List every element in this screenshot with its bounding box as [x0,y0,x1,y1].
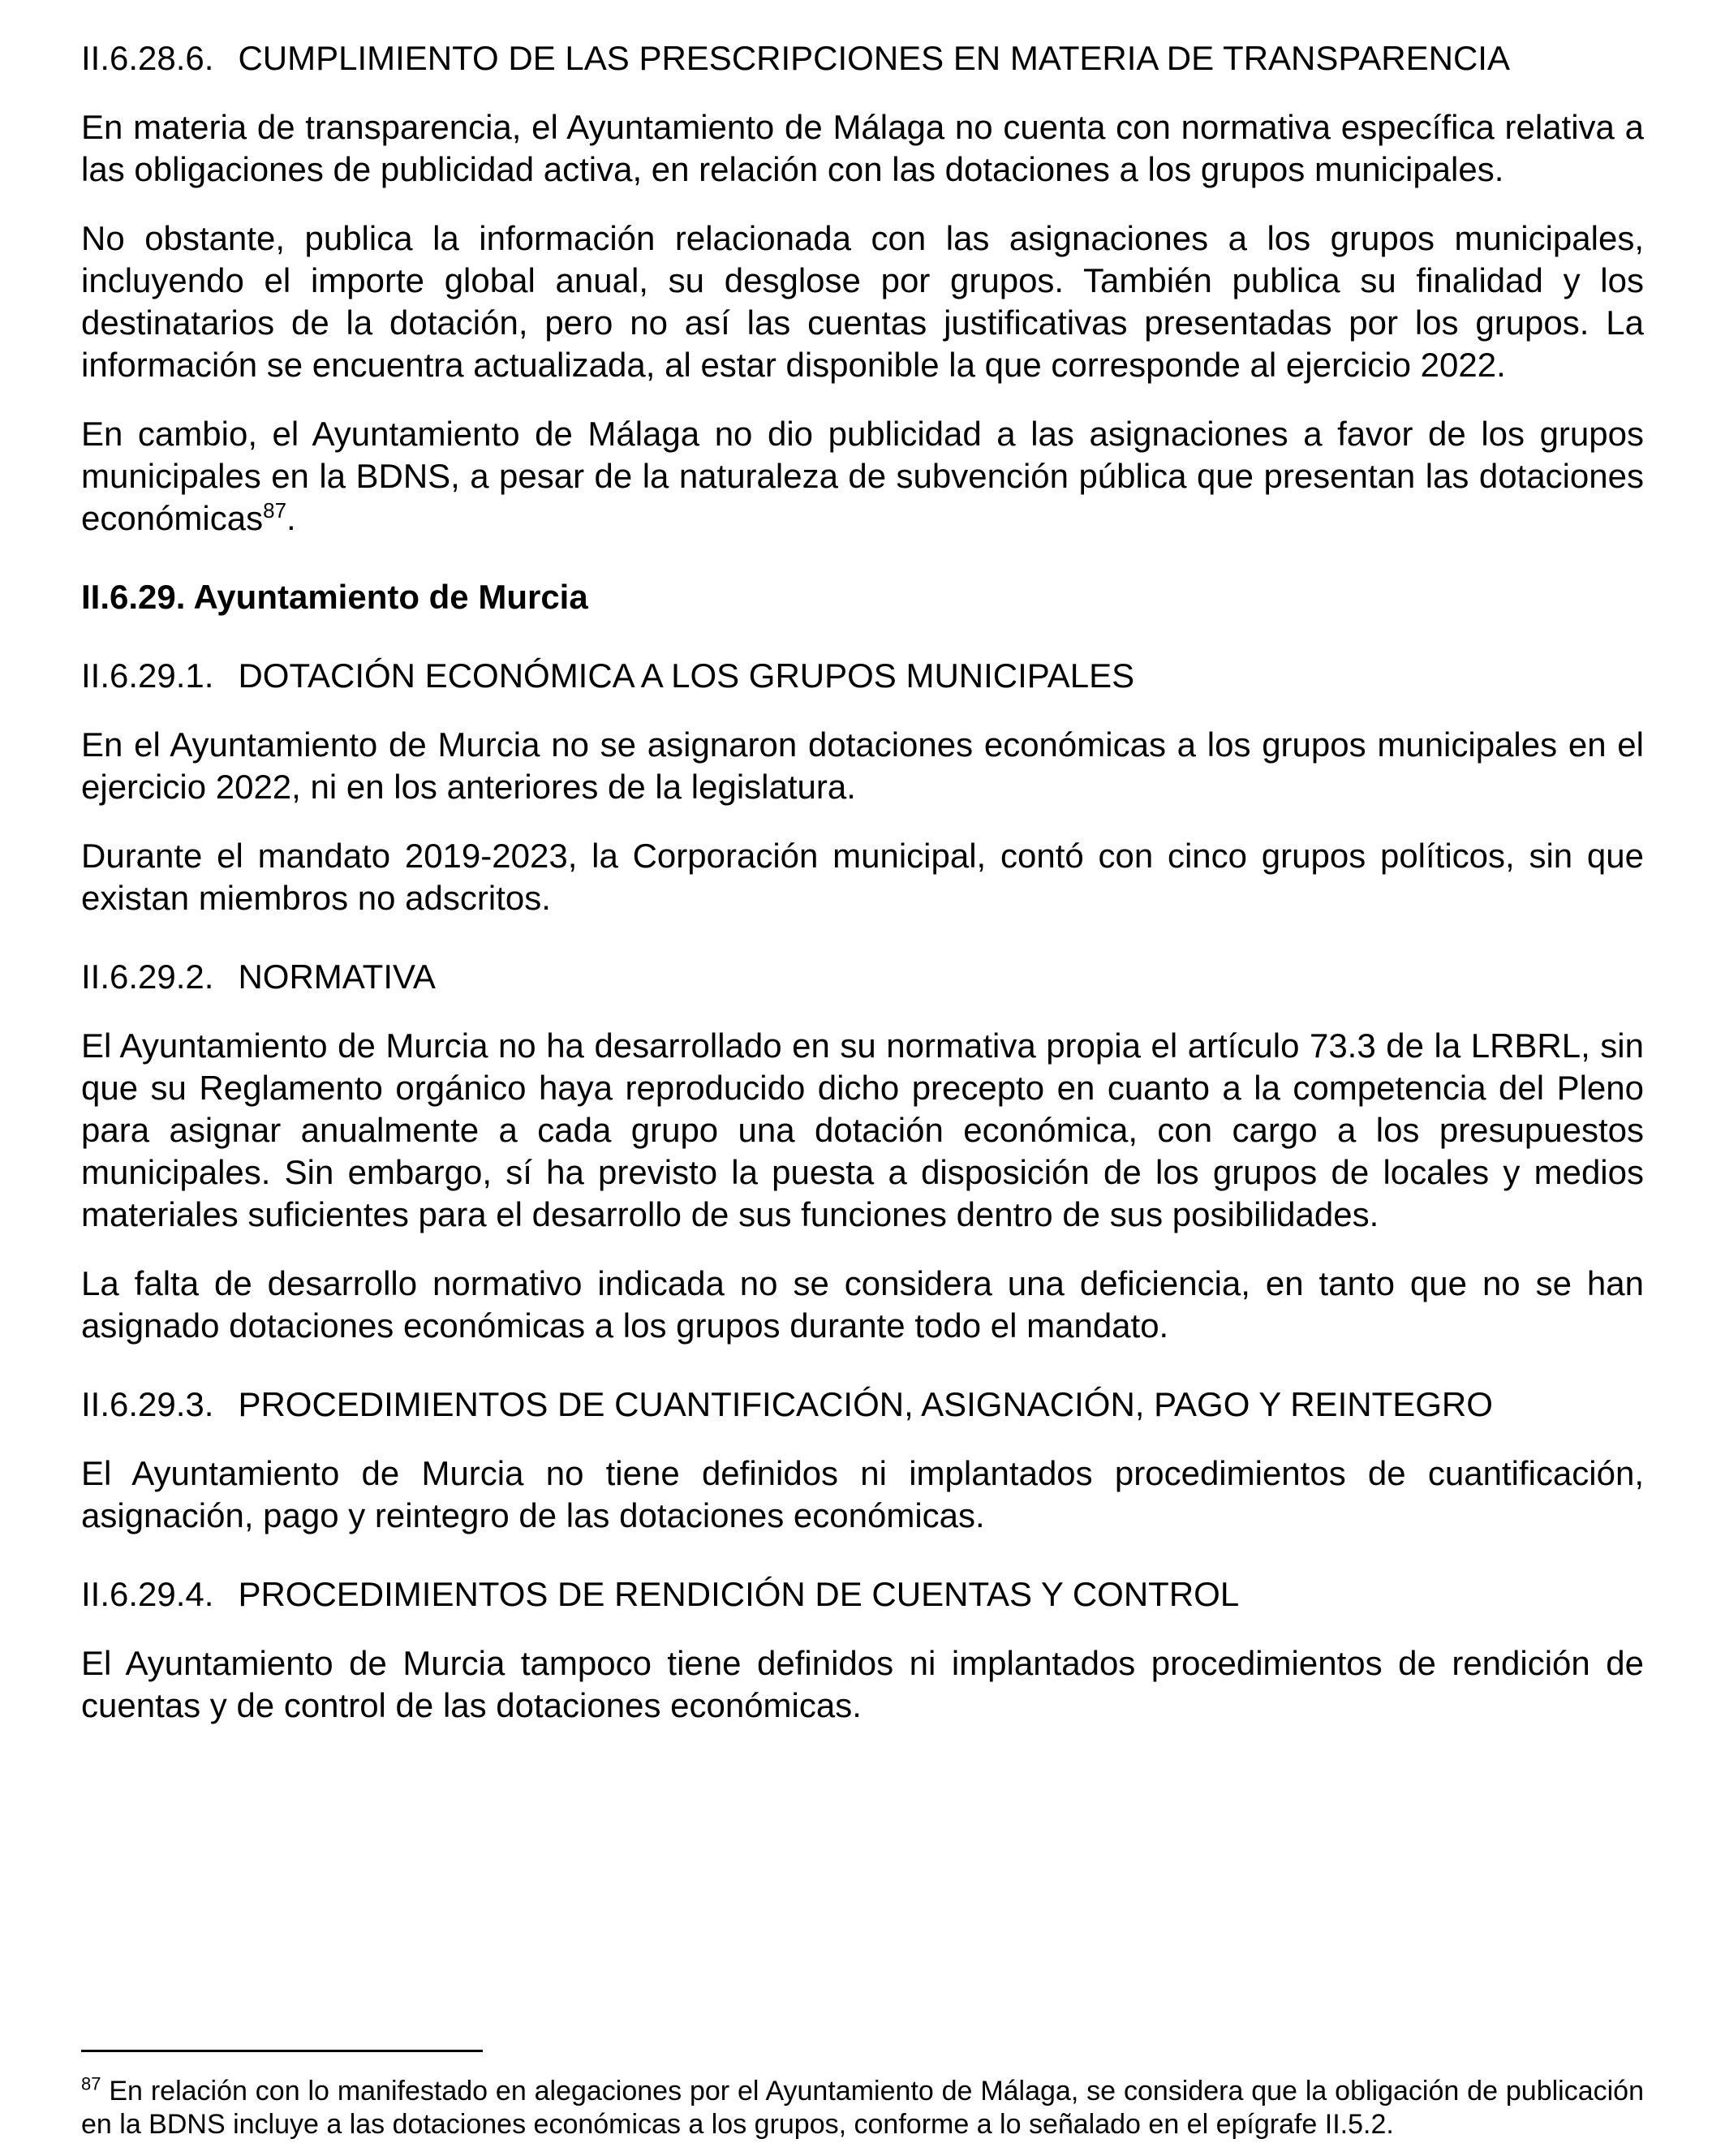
section-title: NORMATIVA [238,958,436,996]
paragraph-transparencia-1: En materia de transparencia, el Ayuntamiento de Málaga no cuenta con normativa específica relativa a las obligaciones de publicidad activa, en relación con las dotaciones a los grupos municipales. [81,108,1644,188]
footnote-separator-rule [81,2050,483,2052]
paragraph-procedimientos-1: El Ayuntamiento de Murcia no tiene definidos ni implantados procedimientos de cuantificación, asignación, pago y reintegro de las dotaciones económicas. [81,1454,1644,1534]
section-heading-II-6-28-6 [81,37,1644,80]
section-number: II.6.28.6. [81,39,214,77]
footnote-number: 87 [81,2073,101,2094]
paragraph-normativa-1: El Ayuntamiento de Murcia no ha desarrollado en su normativa propia el artículo 73.3 de la LRBRL, sin que su Reglamento orgánico haya reproducido dicho precepto en cuanto a la competencia del Pleno para asignar anualmente a cada grupo una dotación económica, con cargo a los presupuestos municipales. Sin embargo, sí ha previsto la puesta a disposición de los grupos de locales y medios materiales suficientes para el desarrollo de sus funciones dentro de sus posibilidades. [81,1026,1644,1233]
section-title: DOTACIÓN ECONÓMICA A LOS GRUPOS MUNICIPALES [238,656,1135,695]
paragraph-dotacion-2: Durante el mandato 2019-2023, la Corporación municipal, contó con cinco grupos políticos, sin que existan miembros no adscritos. [81,837,1644,917]
paragraph-transparencia-2: No obstante, publica la información relacionada con las asignaciones a los grupos municipales, incluyendo el importe global anual, su desglose por grupos. También publica su finalidad y los destinatarios de la dotación, pero no así las cuentas justificativas presentadas por los grupos. La información se encuentra actualizada, al estar disponible la que corresponde al ejercicio 2022. [81,219,1644,384]
section-number: II.6.29.3. [81,1385,214,1423]
paragraph-text: En cambio, el Ayuntamiento de Málaga no dio publicidad a las asignaciones a favor de los grupos municipales en la BDNS, a pesar de la naturaleza de subvención pública que presentan las dotaciones económicas [81,415,1644,537]
section-number: II.6.29.1. [81,656,214,695]
chapter-heading-II-6-29: II.6.29. Ayuntamiento de Murcia [81,578,588,616]
paragraph-normativa-2: La falta de desarrollo normativo indicada no se considera una deficiencia, en tanto que no se han asignado dotaciones económicas a los grupos durante todo el mandato. [81,1264,1644,1345]
section-title: CUMPLIMIENTO DE LAS PRESCRIPCIONES EN MATERIA DE TRANSPARENCIA [238,39,1510,77]
section-title: PROCEDIMIENTOS DE CUANTIFICACIÓN, ASIGNACIÓN, PAGO Y REINTEGRO [238,1385,1493,1423]
paragraph-transparencia-3 [81,413,1644,540]
section-number: II.6.29.4. [81,1575,214,1613]
footnote-reference: 87 [263,498,287,523]
section-heading-II-6-29-2 [81,956,1644,998]
section-heading-II-6-29-3 [81,1384,1644,1426]
section-heading-II-6-29-4 [81,1573,1644,1616]
section-title: PROCEDIMIENTOS DE RENDICIÓN DE CUENTAS Y CONTROL [238,1575,1240,1613]
section-number: II.6.29.2. [81,958,214,996]
paragraph-rendicion-1: El Ayuntamiento de Murcia tampoco tiene definidos ni implantados procedimientos de rendición de cuentas y de control de las dotaciones económicas. [81,1644,1644,1724]
footnote-87 [81,2075,1644,2141]
footnote-area [81,2050,1644,2141]
paragraph-text: . [286,499,296,537]
footnote-text: En relación con lo manifestado en alegaciones por el Ayuntamiento de Málaga, se considera que la obligación de publicación en la BDNS incluye a las dotaciones económicas a los grupos, conforme a lo señalado en el epígrafe II.5.2. [81,2076,1644,2140]
paragraph-dotacion-1: En el Ayuntamiento de Murcia no se asignaron dotaciones económicas a los grupos municipales en el ejercicio 2022, ni en los anteriores de la legislatura. [81,725,1644,806]
section-heading-II-6-29-1 [81,655,1644,697]
